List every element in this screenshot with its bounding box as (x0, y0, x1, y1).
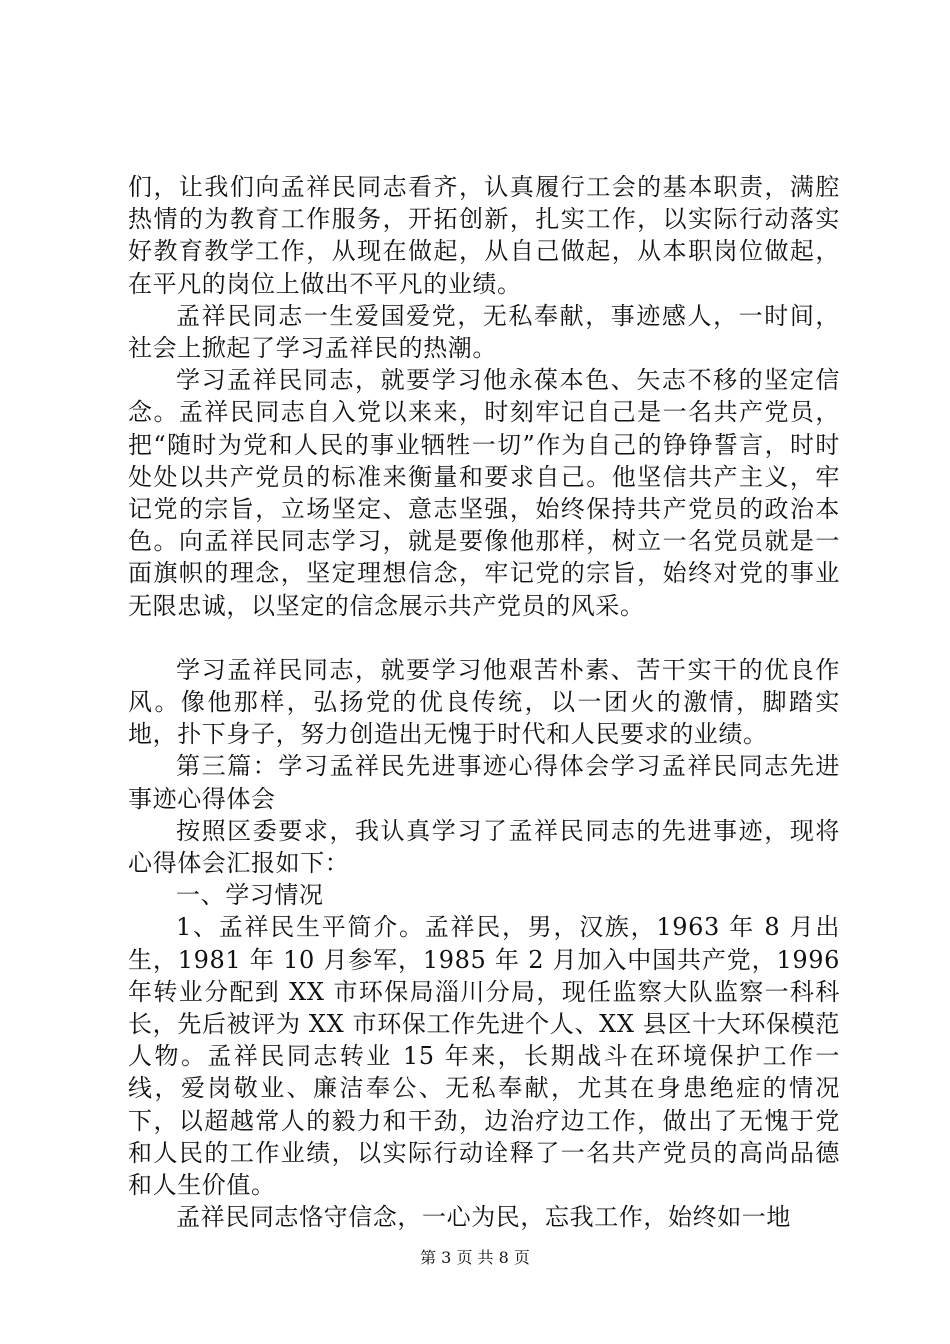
paragraph-1: 们，让我们向孟祥民同志看齐，认真履行工会的基本职责，满腔热情的为教育工作服务，开拓创新，扎实工作，以实际行动落实好教育教学工作，从现在做起，从自己做起，从本职岗位做起，在平凡的岗位上做出不平凡的业绩。 (128, 173, 840, 298)
subheading-study: 一、学习情况 (176, 881, 324, 910)
paragraph-7: 孟祥民同志恪守信念，一心为民，忘我工作，始终如一地 (176, 1203, 791, 1232)
paragraph-3: 学习孟祥民同志，就要学习他永葆本色、矢志不移的坚定信念。孟祥民同志自入党以来来，时刻牢记自己是一名共产党员，把“随时为党和人民的事业牺牲一切”作为自己的铮铮誓言，时时处处以共产党员的标准来衡量和要求自己。他坚信共产主义，牢记党的宗旨，立场坚定、意志坚强，始终保持共产党员的政治本色。向孟祥民同志学习，就是要像他那样，树立一名党员就是一面旗帜的理念，坚定理想信念，牢记党的宗旨，始终对党的事业无限忠诚，以坚定的信念展示共产党员的风采。 (128, 366, 840, 620)
paragraph-6: 1、孟祥民生平简介。孟祥民，男，汉族，1963 年 8 月出生，1981 年 10 月参军，1985 年 2 月加入中国共产党，1996 年转业分配到 XX 市环保局淄川分局，现任监察大队监察一科科长，先后被评为 XX 市环保工作先进个人、XX 县区十大环保模范人物。孟祥民同志转业 15 年来，长期战斗在环境保护工作一线，爱岗敬业、廉洁奉公、无私奉献，尤其在身患绝症的情况下，以超越常人的毅力和干劲，边治疗边工作，做出了无愧于党和人民的工作业绩，以实际行动诠释了一名共产党员的高尚品德和人生价值。 (128, 913, 840, 1200)
paragraph-2: 孟祥民同志一生爱国爱党，无私奉献，事迹感人，一时间，社会上掀起了学习孟祥民的热潮。 (128, 301, 840, 363)
document-body (128, 171, 840, 1234)
section-heading-3: 第三篇：学习孟祥民先进事迹心得体会学习孟祥民同志先进事迹心得体会 (128, 752, 840, 813)
paragraph-4: 学习孟祥民同志，就要学习他艰苦朴素、苦干实干的优良作风。像他那样，弘扬党的优良传统，以一团火的激情，脚踏实地，扑下身子，努力创造出无愧于时代和人民要求的业绩。 (128, 655, 840, 749)
page-number-footer: 第 3 页 共 8 页 (420, 1248, 530, 1267)
paragraph-5: 按照区委要求，我认真学习了孟祥民同志的先进事迹，现将心得体会汇报如下： (128, 816, 840, 878)
